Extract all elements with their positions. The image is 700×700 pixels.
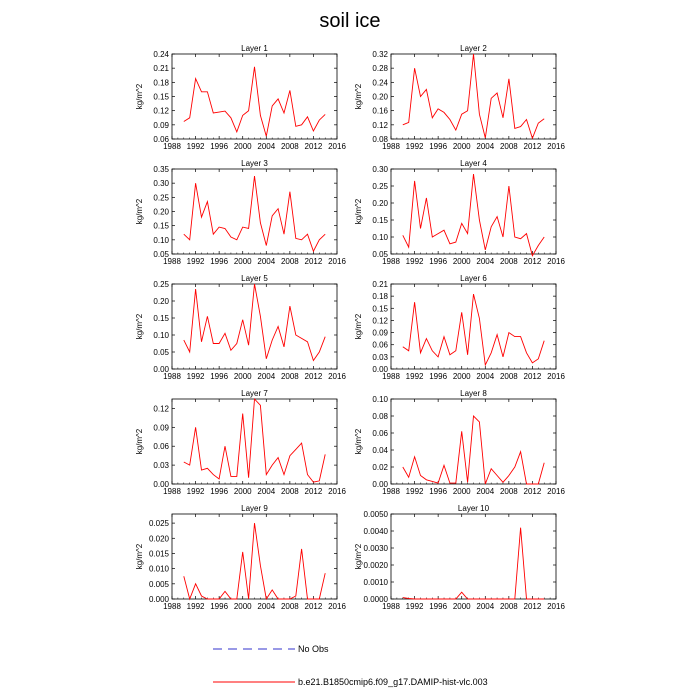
x-tick-label: 2004: [257, 372, 276, 381]
series-line: [184, 523, 325, 599]
x-tick-label: 2012: [304, 602, 323, 611]
y-axis-label: kg/m^2: [354, 543, 363, 570]
x-tick-label: 2016: [328, 257, 346, 266]
x-tick-label: 2012: [304, 487, 323, 496]
y-tick-label: 0.30: [153, 179, 169, 189]
x-tick-label: 2012: [304, 142, 323, 151]
y-tick-label: 0.12: [153, 106, 169, 116]
y-tick-label: 0.21: [153, 64, 169, 74]
y-tick-label: 0.15: [153, 92, 169, 102]
x-tick-label: 1996: [210, 257, 229, 266]
panel-title: Layer 2: [460, 44, 487, 53]
y-tick-label: 0.18: [372, 292, 388, 302]
y-axis-label: kg/m^2: [354, 428, 363, 455]
y-tick-label: 0.06: [372, 340, 388, 350]
panel-title: Layer 8: [460, 389, 487, 398]
y-tick-label: 0.15: [153, 314, 169, 323]
y-tick-label: 0.28: [372, 64, 388, 74]
x-tick-label: 2016: [328, 487, 346, 496]
x-tick-label: 1996: [429, 142, 448, 151]
x-tick-label: 2000: [452, 602, 471, 611]
y-tick-label: 0.0050: [363, 510, 388, 519]
series-line: [403, 174, 544, 256]
y-tick-label: 0.0040: [363, 527, 388, 536]
y-tick-label: 0.20: [153, 207, 169, 217]
x-tick-label: 2000: [452, 487, 471, 496]
no-obs-legend-label: No Obs: [298, 644, 329, 654]
y-tick-label: 0.015: [148, 549, 169, 559]
y-tick-label: 0.000: [148, 595, 169, 604]
x-tick-label: 2004: [257, 602, 276, 611]
y-tick-label: 0.06: [372, 429, 388, 438]
y-tick-label: 0.20: [372, 92, 388, 102]
y-tick-label: 0.10: [372, 395, 388, 404]
y-tick-label: 0.15: [153, 221, 169, 231]
x-tick-label: 2008: [499, 372, 518, 381]
x-tick-label: 2004: [476, 487, 495, 496]
x-tick-label: 1996: [429, 602, 448, 611]
x-tick-label: 1996: [429, 257, 448, 266]
panel-title: Layer 9: [241, 504, 268, 513]
y-tick-label: 0.03: [153, 461, 169, 471]
x-tick-label: 1996: [210, 372, 229, 381]
panel-layer-5: [135, 274, 346, 381]
y-axis-label: kg/m^2: [135, 198, 144, 225]
series-line: [184, 399, 325, 482]
x-tick-label: 2012: [523, 257, 542, 266]
x-tick-label: 1988: [163, 487, 181, 496]
x-tick-label: 2012: [523, 602, 542, 611]
panel-layer-1: [135, 44, 346, 151]
y-tick-label: 0.12: [372, 120, 388, 130]
plot-frame: [391, 54, 556, 139]
x-tick-label: 2008: [499, 257, 518, 266]
plot-frame: [391, 169, 556, 254]
x-tick-label: 2012: [523, 372, 542, 381]
x-tick-label: 2016: [547, 372, 565, 381]
y-tick-label: 0.010: [148, 564, 169, 574]
y-tick-label: 0.10: [153, 235, 169, 245]
y-tick-label: 0.05: [153, 348, 169, 357]
series-line: [184, 284, 325, 361]
series-line: [403, 416, 544, 484]
x-tick-label: 2008: [499, 142, 518, 151]
plot-frame: [172, 399, 337, 484]
panels-group: [135, 44, 565, 611]
x-tick-label: 1996: [429, 372, 448, 381]
x-tick-label: 2012: [304, 372, 323, 381]
panel-layer-10: [354, 504, 565, 611]
x-tick-label: 2004: [257, 257, 276, 266]
y-tick-label: 0.21: [372, 280, 388, 289]
y-tick-label: 0.03: [372, 352, 388, 362]
plot-frame: [172, 169, 337, 254]
y-tick-label: 0.10: [153, 331, 169, 340]
y-tick-label: 0.04: [372, 446, 388, 455]
panel-title: Layer 7: [241, 389, 268, 398]
x-tick-label: 1988: [163, 257, 181, 266]
panel-layer-2: [354, 44, 565, 151]
x-tick-label: 1992: [405, 602, 424, 611]
series-line: [403, 294, 544, 365]
y-axis-label: kg/m^2: [354, 83, 363, 110]
y-tick-label: 0.09: [372, 328, 388, 338]
x-tick-label: 2008: [280, 142, 299, 151]
series-line: [403, 528, 544, 599]
x-tick-label: 2008: [280, 257, 299, 266]
plot-frame: [391, 399, 556, 484]
y-tick-label: 0.025: [148, 519, 169, 529]
y-tick-label: 0.06: [153, 135, 169, 144]
y-tick-label: 0.12: [372, 316, 388, 326]
x-tick-label: 1992: [405, 257, 424, 266]
x-tick-label: 2000: [233, 372, 252, 381]
y-tick-label: 0.00: [372, 480, 388, 489]
series-line: [184, 176, 325, 251]
x-tick-label: 1992: [405, 372, 424, 381]
y-axis-label: kg/m^2: [135, 313, 144, 340]
x-tick-label: 1992: [186, 372, 205, 381]
x-tick-label: 2004: [476, 142, 495, 151]
x-tick-label: 1992: [405, 142, 424, 151]
y-tick-label: 0.0010: [363, 578, 388, 587]
y-tick-label: 0.25: [153, 280, 169, 289]
y-tick-label: 0.08: [372, 135, 388, 144]
x-tick-label: 2004: [476, 372, 495, 381]
x-tick-label: 1996: [429, 487, 448, 496]
panel-layer-7: [135, 389, 346, 496]
x-tick-label: 1988: [163, 142, 181, 151]
x-tick-label: 2004: [476, 257, 495, 266]
x-tick-label: 1988: [382, 142, 400, 151]
y-tick-label: 0.00: [153, 480, 169, 489]
x-tick-label: 1992: [186, 142, 205, 151]
x-tick-label: 1996: [210, 602, 229, 611]
x-tick-label: 2000: [233, 487, 252, 496]
y-tick-label: 0.0030: [363, 544, 388, 553]
y-tick-label: 0.24: [153, 50, 169, 59]
y-tick-label: 0.00: [372, 365, 388, 374]
x-tick-label: 2016: [328, 602, 346, 611]
x-tick-label: 1988: [382, 602, 400, 611]
y-tick-label: 0.09: [153, 423, 169, 433]
x-tick-label: 2016: [328, 142, 346, 151]
model-legend-label: b.e21.B1850cmip6.f09_g17.DAMIP-hist-vlc.003: [298, 677, 488, 687]
x-tick-label: 2016: [328, 372, 346, 381]
plot-frame: [391, 514, 556, 599]
y-tick-label: 0.0000: [363, 595, 388, 604]
y-tick-label: 0.005: [148, 579, 169, 589]
x-tick-label: 2008: [499, 487, 518, 496]
x-tick-label: 2012: [523, 142, 542, 151]
x-tick-label: 2000: [233, 142, 252, 151]
series-line: [403, 54, 544, 138]
panel-title: Layer 6: [460, 274, 487, 283]
x-tick-label: 2000: [233, 602, 252, 611]
y-axis-label: kg/m^2: [135, 543, 144, 570]
panel-layer-3: [135, 159, 346, 266]
y-tick-label: 0.18: [153, 78, 169, 88]
y-tick-label: 0.20: [153, 297, 169, 306]
y-axis-label: kg/m^2: [354, 313, 363, 340]
panel-layer-6: [354, 274, 565, 381]
x-tick-label: 2008: [499, 602, 518, 611]
y-tick-label: 0.06: [153, 442, 169, 452]
x-tick-label: 1988: [382, 487, 400, 496]
x-tick-label: 1992: [186, 602, 205, 611]
x-tick-label: 2016: [547, 257, 565, 266]
x-tick-label: 1988: [163, 372, 181, 381]
panel-layer-8: [354, 389, 565, 496]
y-tick-label: 0.24: [372, 78, 388, 88]
y-tick-label: 0.32: [372, 50, 388, 59]
x-tick-label: 1988: [382, 372, 400, 381]
legend: [213, 644, 488, 687]
y-tick-label: 0.020: [148, 534, 169, 544]
x-tick-label: 2008: [280, 487, 299, 496]
y-tick-label: 0.08: [372, 412, 388, 421]
y-tick-label: 0.15: [372, 304, 388, 314]
y-tick-label: 0.12: [153, 404, 169, 414]
y-tick-label: 0.25: [153, 193, 169, 203]
x-tick-label: 2004: [476, 602, 495, 611]
y-tick-label: 0.00: [153, 365, 169, 374]
x-tick-label: 2000: [452, 142, 471, 151]
x-tick-label: 2016: [547, 142, 565, 151]
panel-layer-4: [354, 159, 565, 266]
y-tick-label: 0.02: [372, 463, 388, 472]
y-tick-label: 0.05: [372, 250, 388, 259]
y-tick-label: 0.05: [153, 250, 169, 259]
x-tick-label: 2000: [452, 257, 471, 266]
x-tick-label: 2004: [257, 142, 276, 151]
y-tick-label: 0.0020: [363, 561, 388, 570]
x-tick-label: 1988: [382, 257, 400, 266]
panel-layer-9: [135, 504, 346, 611]
x-tick-label: 2008: [280, 372, 299, 381]
series-line: [184, 67, 325, 136]
figure-title: soil ice: [319, 10, 381, 32]
x-tick-label: 2000: [452, 372, 471, 381]
x-tick-label: 1992: [186, 257, 205, 266]
y-axis-label: kg/m^2: [135, 83, 144, 110]
panel-title: Layer 5: [241, 274, 268, 283]
x-tick-label: 1996: [210, 487, 229, 496]
y-tick-label: 0.10: [372, 233, 388, 242]
x-tick-label: 2012: [304, 257, 323, 266]
x-tick-label: 2008: [280, 602, 299, 611]
y-axis-label: kg/m^2: [354, 198, 363, 225]
panel-title: Layer 10: [457, 504, 490, 513]
y-tick-label: 0.25: [372, 182, 388, 191]
x-tick-label: 2012: [523, 487, 542, 496]
y-tick-label: 0.20: [372, 199, 388, 208]
y-tick-label: 0.35: [153, 165, 169, 174]
x-tick-label: 1992: [186, 487, 205, 496]
x-tick-label: 1988: [163, 602, 181, 611]
y-tick-label: 0.30: [372, 165, 388, 174]
x-tick-label: 2016: [547, 487, 565, 496]
x-tick-label: 2016: [547, 602, 565, 611]
x-tick-label: 1996: [210, 142, 229, 151]
panel-title: Layer 3: [241, 159, 268, 168]
x-tick-label: 2004: [257, 487, 276, 496]
y-axis-label: kg/m^2: [135, 428, 144, 455]
panel-title: Layer 4: [460, 159, 487, 168]
x-tick-label: 2000: [233, 257, 252, 266]
y-tick-label: 0.16: [372, 106, 388, 116]
panel-title: Layer 1: [241, 44, 268, 53]
y-tick-label: 0.09: [153, 120, 169, 130]
x-tick-label: 1992: [405, 487, 424, 496]
y-tick-label: 0.15: [372, 216, 388, 225]
